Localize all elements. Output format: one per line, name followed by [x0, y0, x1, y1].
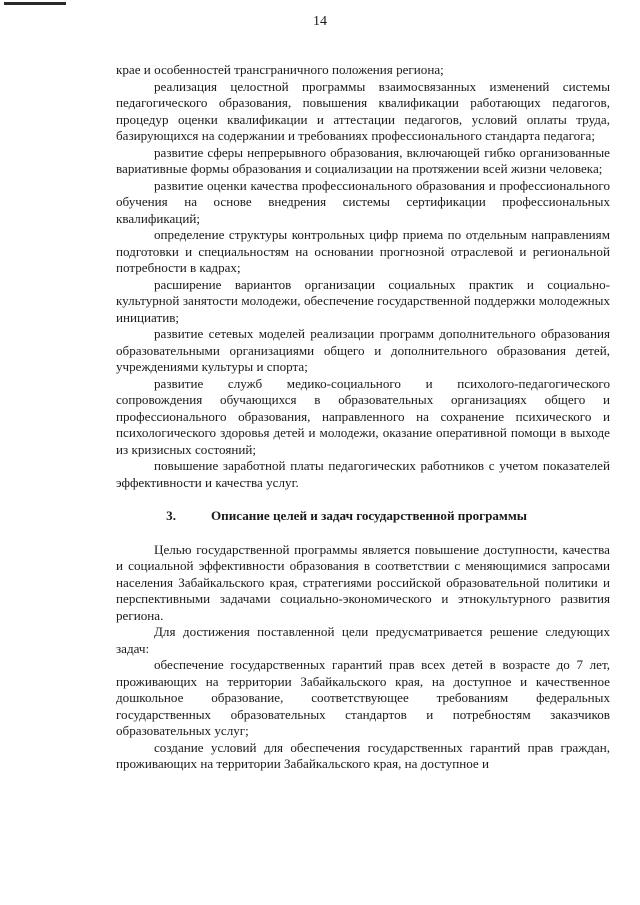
section-title: Описание целей и задач государственной программы: [211, 508, 527, 523]
section-number: 3.: [166, 508, 176, 523]
page-body: [116, 62, 610, 773]
section-paragraph: Целью государственной программы является повышение доступности, качества и социальной эффективности образования в соответствии с меняющимися запросами населения Забайкальского края, стратегиями российской образовательной политики и перспективными задачами социально-экономического и этнокультурного развития региона.: [116, 541, 610, 623]
list-item: реализация целостной программы взаимосвязанных изменений системы педагогического образования, повышения квалификации работающих педагогов, процедур оценки квалификации и аттестации педагогов, условий оплаты труда, базирующихся на содержании и требованиях профессионального стандарта педагога;: [116, 78, 610, 143]
section-heading: [116, 508, 610, 525]
list-item: развитие сетевых моделей реализации программ дополнительного образования образовательными организациями общего и дополнительного образования детей, учреждениями культуры и спорта;: [116, 326, 610, 374]
list-item: расширение вариантов организации социальных практик и социально-культурной занятости молодежи, обеспечение государственной поддержки молодежных инициатив;: [116, 276, 610, 325]
section-paragraph: обеспечение государственных гарантий прав всех детей в возрасте до 7 лет, проживающих на территории Забайкальского края, на доступное и качественное дошкольное образование, соответствующее требованиям федеральных государственных образовательных стандартов и потребностям заказчиков образовательных услуг;: [116, 657, 610, 738]
page-number: 14: [313, 14, 327, 29]
list-item: развитие служб медико-социального и психолого-педагогического сопровождения обучающихся в образовательных организациях общего и профессионального образования, направленного на сохранение психического и психологического здоровья детей и молодежи, оказание оперативной помощи в выходе из кризисных состояний;: [116, 375, 610, 457]
scan-edge-mark: [4, 2, 66, 5]
list-item: крае и особенностей трансграничного положения региона;: [116, 62, 444, 77]
list-item: определение структуры контрольных цифр приема по отдельным направлениям подготовки и специальностям на основании прогнозной отраслевой и региональной потребности в кадрах;: [116, 227, 610, 275]
list-item: развитие оценки качества профессионального образования и профессионального обучения на основе внедрения системы сертификации профессиональных квалификаций;: [116, 177, 610, 226]
section-paragraph: создание условий для обеспечения государственных гарантий прав граждан, проживающих на территории Забайкальского края, на доступное и: [116, 739, 610, 771]
section-paragraph: Для достижения поставленной цели предусматривается решение следующих задач:: [116, 624, 610, 656]
list-item: развитие сферы непрерывного образования, включающей гибко организованные вариативные формы образования и социализации на протяжении всей жизни человека;: [116, 144, 610, 176]
list-item: повышение заработной платы педагогических работников с учетом показателей эффективности и качества услуг.: [116, 458, 610, 490]
